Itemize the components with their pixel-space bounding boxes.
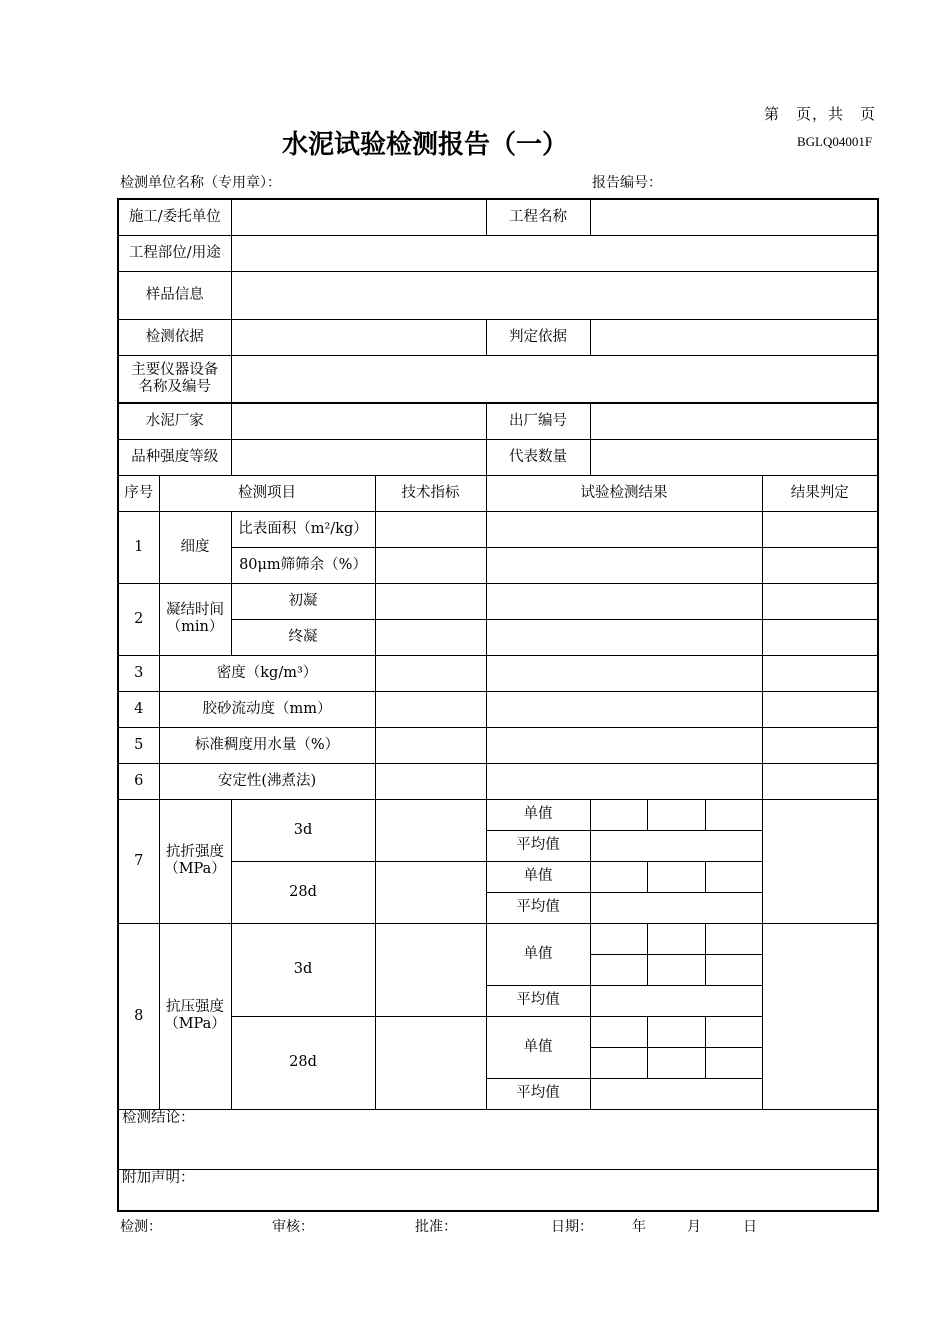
row1a-judgement[interactable] [762, 511, 878, 547]
row6-judgement[interactable] [762, 763, 878, 799]
row7-28d-average-value[interactable] [590, 892, 762, 923]
client-label: 施工/委托单位 [118, 199, 231, 235]
row6-no: 6 [118, 763, 159, 799]
row3-name: 密度（kg/m³） [159, 655, 375, 691]
row2-name-line2: （min） [166, 619, 224, 635]
client-value[interactable] [231, 199, 486, 235]
quantity-label: 代表数量 [486, 439, 590, 475]
row2-no: 2 [118, 583, 159, 655]
row8-name-line1: 抗压强度 [166, 999, 224, 1016]
row8-28d-single-3[interactable] [705, 1016, 762, 1047]
row8-3d-average-label: 平均值 [486, 985, 590, 1016]
row7-age-3d: 3d [231, 799, 375, 861]
sample-info-label: 样品信息 [118, 271, 231, 319]
row4-spec[interactable] [375, 691, 486, 727]
year-label: 年 [632, 1219, 646, 1235]
row8-28d-single-2[interactable] [647, 1016, 705, 1047]
row4-name: 胶砂流动度（mm） [159, 691, 375, 727]
row7-name-line2: （MPa） [164, 861, 226, 877]
day-label: 日 [743, 1219, 757, 1235]
row3-spec[interactable] [375, 655, 486, 691]
row2-name-line1: 凝结时间 [166, 602, 224, 619]
row7-28d-spec[interactable] [375, 861, 486, 923]
judge-basis-label: 判定依据 [486, 319, 590, 355]
conclusion-label: 检测结论： [122, 1109, 195, 1126]
reviewer-label: 审核： [272, 1219, 314, 1235]
row8-judgement[interactable] [762, 923, 878, 1109]
row7-28d-single-label: 单值 [486, 861, 590, 892]
cement-factory-label: 水泥厂家 [118, 403, 231, 439]
row8-28d-single-label: 单值 [486, 1016, 590, 1078]
row7-3d-single-label: 单值 [486, 799, 590, 830]
project-name-value[interactable] [590, 199, 878, 235]
row7-3d-single-2[interactable] [647, 799, 705, 830]
row5-judgement[interactable] [762, 727, 878, 763]
month-label: 月 [687, 1219, 701, 1235]
tester-label: 检测： [120, 1219, 162, 1235]
page-counter: 第 页，共 页 [764, 105, 877, 123]
factory-number-label: 出厂编号 [486, 403, 590, 439]
row3-result[interactable] [486, 655, 762, 691]
row7-3d-single-1[interactable] [590, 799, 647, 830]
equipment-label-line2: 名称及编号 [138, 378, 211, 395]
row8-3d-single-6[interactable] [705, 954, 762, 985]
col-header-judgement: 结果判定 [762, 475, 878, 511]
grade-value[interactable] [231, 439, 486, 475]
equipment-label-line1: 主要仪器设备 [131, 362, 219, 379]
row5-no: 5 [118, 727, 159, 763]
row8-28d-average-value[interactable] [590, 1078, 762, 1109]
page-title: 水泥试验检测报告（一） [282, 130, 569, 160]
row8-3d-spec[interactable] [375, 923, 486, 1016]
factory-number-value[interactable] [590, 403, 878, 439]
row1-no: 1 [118, 511, 159, 583]
row7-3d-single-3[interactable] [705, 799, 762, 830]
row8-age-28d: 28d [231, 1016, 375, 1109]
col-header-spec: 技术指标 [375, 475, 486, 511]
judge-basis-value[interactable] [590, 319, 878, 355]
equipment-value[interactable] [231, 355, 878, 403]
row2b-result[interactable] [486, 619, 762, 655]
grade-label: 品种强度等级 [118, 439, 231, 475]
row5-name: 标准稠度用水量（%） [159, 727, 375, 763]
row2b-spec[interactable] [375, 619, 486, 655]
row7-3d-average-value[interactable] [590, 830, 762, 861]
test-basis-label: 检测依据 [118, 319, 231, 355]
row7-age-28d: 28d [231, 861, 375, 923]
row2b-judgement[interactable] [762, 619, 878, 655]
col-header-item: 检测项目 [159, 475, 375, 511]
row7-name-line1: 抗折强度 [166, 844, 224, 861]
row1a-result[interactable] [486, 511, 762, 547]
row2-sub-b: 终凝 [231, 619, 375, 655]
row8-28d-spec[interactable] [375, 1016, 486, 1109]
col-header-result: 试验检测结果 [486, 475, 762, 511]
row8-no: 8 [118, 923, 159, 1109]
quantity-value[interactable] [590, 439, 878, 475]
row2-name [159, 583, 231, 655]
row4-judgement[interactable] [762, 691, 878, 727]
row7-3d-average-label: 平均值 [486, 830, 590, 861]
row8-3d-single-5[interactable] [647, 954, 705, 985]
cement-factory-value[interactable] [231, 403, 486, 439]
row5-spec[interactable] [375, 727, 486, 763]
part-use-value[interactable] [231, 235, 878, 271]
row8-name [159, 923, 231, 1109]
equipment-label [118, 355, 231, 403]
row4-no: 4 [118, 691, 159, 727]
row7-28d-average-label: 平均值 [486, 892, 590, 923]
row4-result[interactable] [486, 691, 762, 727]
date-label: 日期： [551, 1219, 593, 1235]
row2a-result[interactable] [486, 583, 762, 619]
row8-3d-single-4[interactable] [590, 954, 647, 985]
row8-28d-single-6[interactable] [705, 1047, 762, 1078]
row7-no: 7 [118, 799, 159, 923]
test-basis-value[interactable] [231, 319, 486, 355]
row1b-spec[interactable] [375, 547, 486, 583]
row2a-judgement[interactable] [762, 583, 878, 619]
row7-name [159, 799, 231, 923]
row3-no: 3 [118, 655, 159, 691]
row6-result[interactable] [486, 763, 762, 799]
row7-3d-spec[interactable] [375, 799, 486, 861]
row6-name: 安定性(沸煮法) [159, 763, 375, 799]
sample-info-value[interactable] [231, 271, 878, 319]
testing-unit-label: 检测单位名称（专用章）： [120, 175, 281, 191]
row2a-spec[interactable] [375, 583, 486, 619]
row8-28d-single-1[interactable] [590, 1016, 647, 1047]
row8-3d-single-3[interactable] [705, 923, 762, 954]
row1b-judgement[interactable] [762, 547, 878, 583]
row8-name-line2: （MPa） [164, 1016, 226, 1032]
row8-28d-single-5[interactable] [647, 1047, 705, 1078]
row1a-spec[interactable] [375, 511, 486, 547]
row1b-result[interactable] [486, 547, 762, 583]
report-number-label: 报告编号： [592, 175, 662, 191]
row8-3d-single-1[interactable] [590, 923, 647, 954]
approver-label: 批准： [415, 1219, 457, 1235]
row7-28d-single-3[interactable] [705, 861, 762, 892]
row1-sub-b: 80μm筛筛余（%） [231, 547, 375, 583]
row8-age-3d: 3d [231, 923, 375, 1016]
statement-label: 附加声明： [122, 1169, 195, 1186]
part-use-label: 工程部位/用途 [118, 235, 231, 271]
row1-name: 细度 [159, 511, 231, 583]
row8-3d-average-value[interactable] [590, 985, 762, 1016]
row8-28d-single-4[interactable] [590, 1047, 647, 1078]
row3-judgement[interactable] [762, 655, 878, 691]
statement-field[interactable] [118, 1169, 878, 1211]
row8-3d-single-label: 单值 [486, 923, 590, 985]
row8-28d-average-label: 平均值 [486, 1078, 590, 1109]
row5-result[interactable] [486, 727, 762, 763]
row7-judgement[interactable] [762, 799, 878, 923]
form-code: BGLQ04001F [797, 134, 873, 149]
report-table [117, 198, 879, 1212]
conclusion-field[interactable] [118, 1109, 878, 1169]
row7-28d-single-2[interactable] [647, 861, 705, 892]
row6-spec[interactable] [375, 763, 486, 799]
row8-3d-single-2[interactable] [647, 923, 705, 954]
row1-sub-a: 比表面积（m²/kg） [231, 511, 375, 547]
row2-sub-a: 初凝 [231, 583, 375, 619]
row7-28d-single-1[interactable] [590, 861, 647, 892]
col-header-no: 序号 [118, 475, 159, 511]
project-name-label: 工程名称 [486, 199, 590, 235]
